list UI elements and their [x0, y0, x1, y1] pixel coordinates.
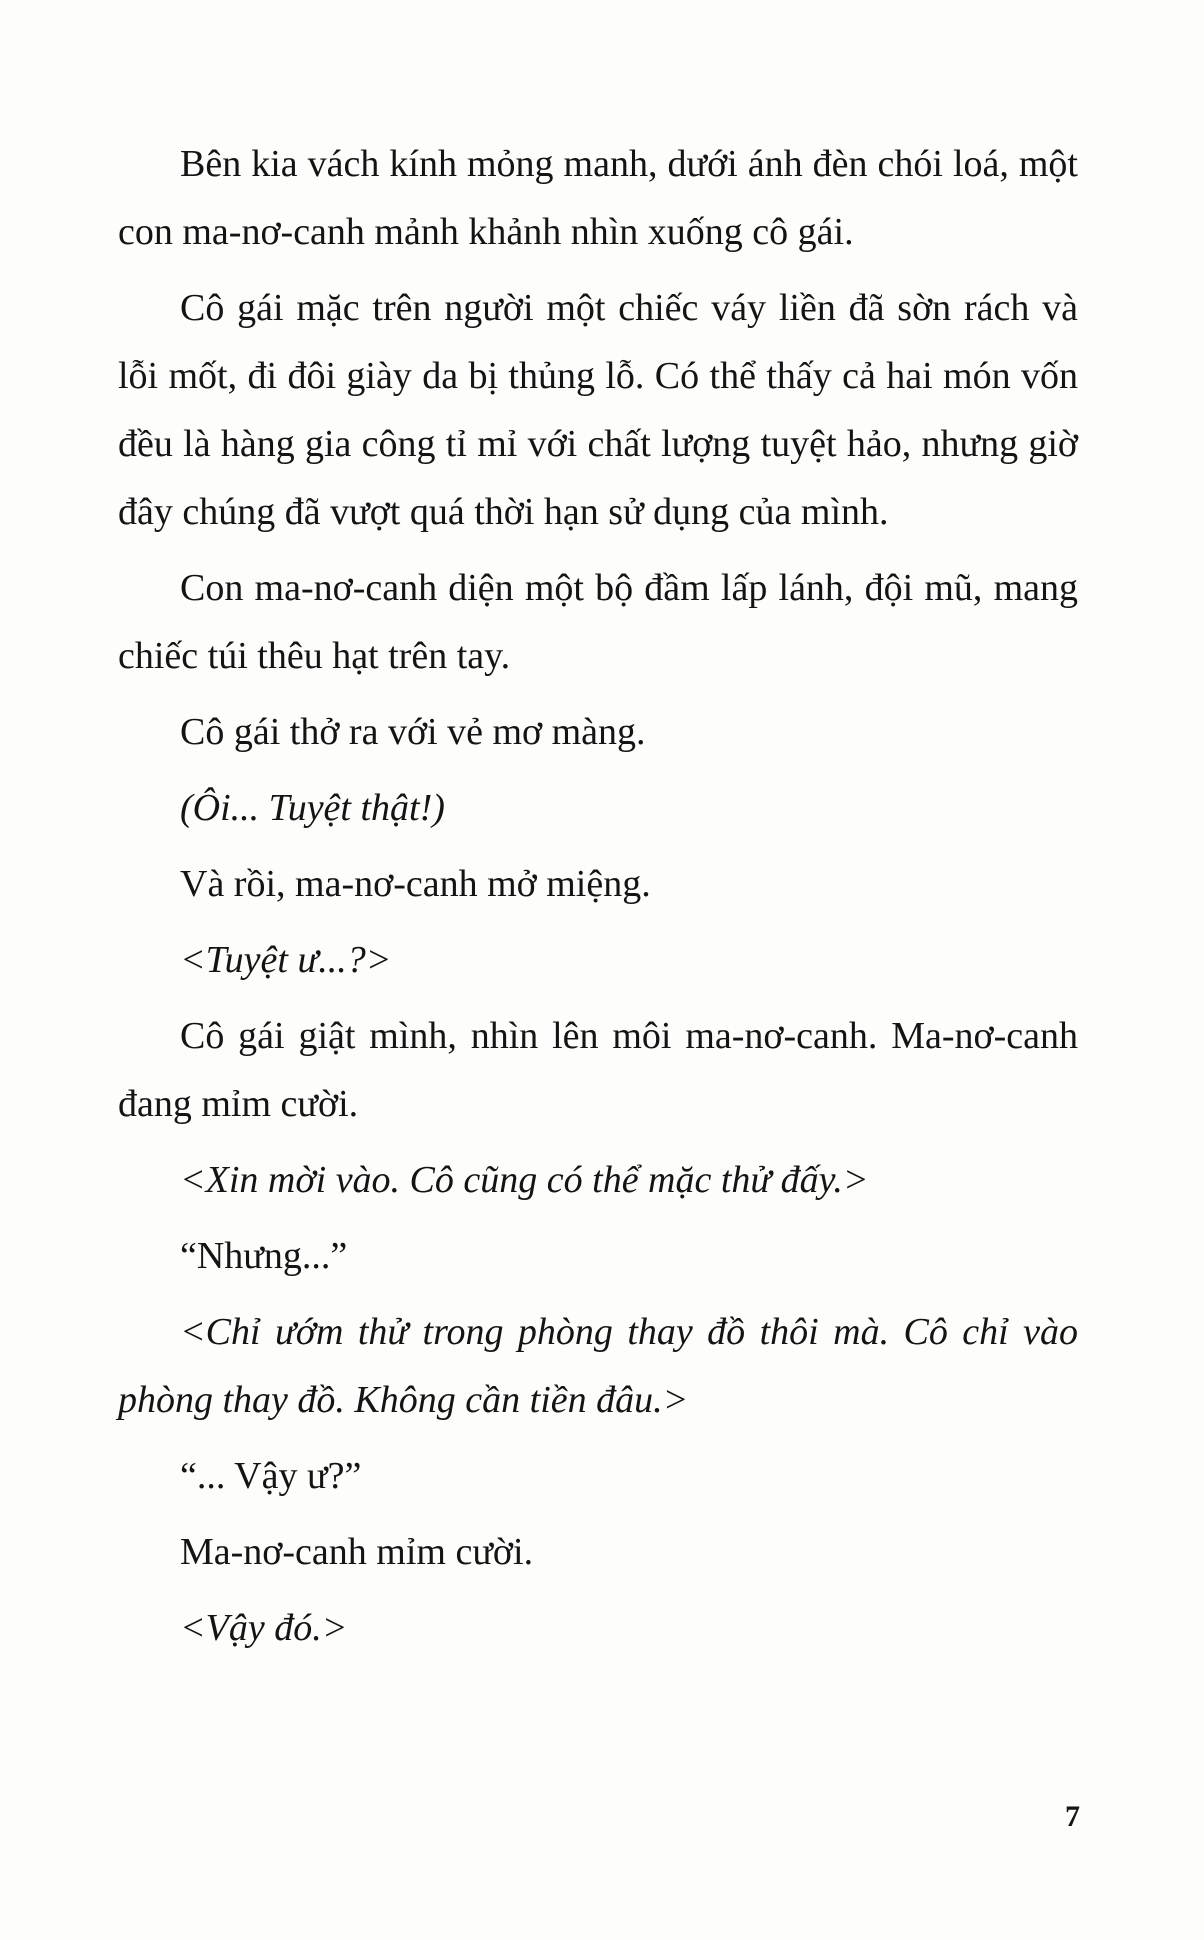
italic-line: <Tuyệt ư...?>: [180, 939, 392, 981]
italic-line: (Ôi... Tuyệt thật!): [180, 787, 445, 829]
paragraph: Ma-nơ-canh mỉm cười.: [180, 1531, 534, 1573]
italic-line: <Vậy đó.>: [180, 1607, 348, 1649]
paragraph: Bên kia vách kính mỏng manh, dưới ánh đèn chói loá, một con ma-nơ-canh mảnh khảnh nhìn xuống cô gái.: [118, 143, 1078, 253]
body-text: [118, 130, 1078, 1670]
page-number: 7: [1065, 1800, 1080, 1833]
dialogue-line: “Nhưng...”: [180, 1235, 348, 1277]
italic-line: <Xin mời vào. Cô cũng có thể mặc thử đấy.>: [180, 1159, 869, 1201]
paragraph: Và rồi, ma-nơ-canh mở miệng.: [180, 863, 651, 905]
italic-line: <Chỉ ướm thử trong phòng thay đồ thôi mà. Cô chỉ vào phòng thay đồ. Không cần tiền đâu.>: [118, 1311, 1078, 1421]
paragraph: Con ma-nơ-canh diện một bộ đầm lấp lánh, đội mũ, mang chiếc túi thêu hạt trên tay.: [118, 567, 1078, 677]
dialogue-line: “... Vậy ư?”: [180, 1455, 362, 1497]
paragraph: Cô gái giật mình, nhìn lên môi ma-nơ-canh. Ma-nơ-canh đang mỉm cười.: [118, 1015, 1078, 1125]
paragraph: Cô gái mặc trên người một chiếc váy liền đã sờn rách và lỗi mốt, đi đôi giày da bị thủng lỗ. Có thể thấy cả hai món vốn đều là hàng gia công tỉ mỉ với chất lượng tuyệt hảo, nhưng giờ đây chúng đã vượt quá thời hạn sử dụng của mình.: [118, 287, 1078, 533]
paragraph: Cô gái thở ra với vẻ mơ màng.: [180, 711, 646, 753]
